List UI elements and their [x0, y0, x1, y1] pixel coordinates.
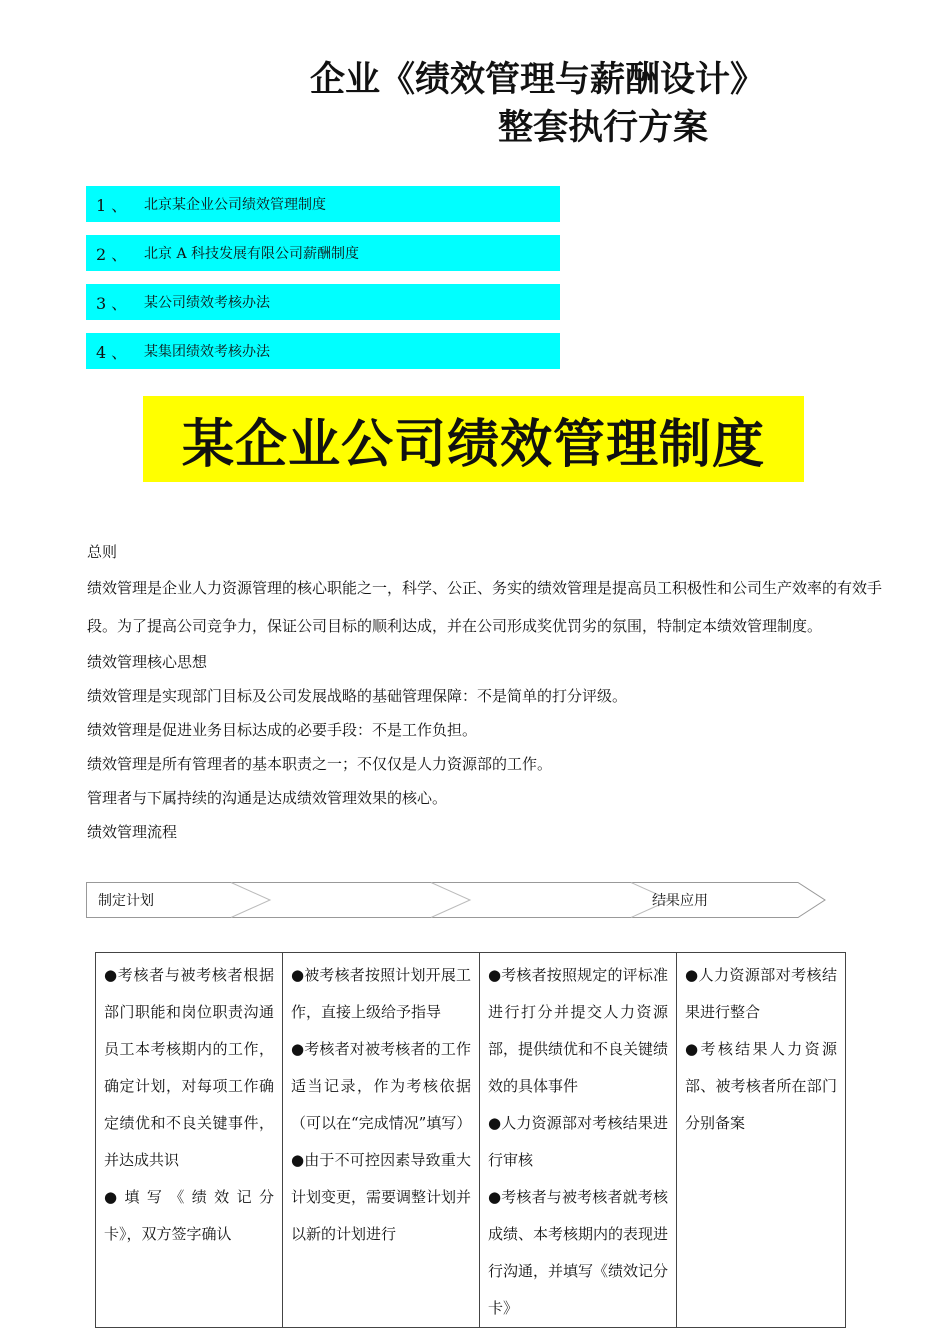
cell-bullet: ●人力资源部对考核结果进行审核 — [488, 1114, 668, 1169]
toc-item-1[interactable] — [86, 186, 560, 222]
toc-item-label: 某集团绩效考核办法 — [144, 344, 270, 360]
core-idea-line: 绩效管理是所有管理者的基本职责之一；不仅仅是人力资源部的工作。 — [87, 755, 553, 773]
table-cell-plan — [96, 953, 283, 1328]
cell-bullet: ●人力资源部对考核结果进行整合 — [685, 966, 837, 1021]
cell-bullet: ●考核者与被考核者就考核成绩、本考核期内的表现进行沟通，并填写《绩效记分卡》 — [488, 1188, 669, 1317]
toc-item-label: 北京某企业公司绩效管理制度 — [144, 197, 326, 213]
process-step-application: 结果应用 — [652, 893, 708, 909]
toc-item-2[interactable] — [86, 235, 560, 271]
cell-bullet: ●考核者与被考核者根据部门职能和岗位职责沟通员工本考核期内的工作，确定计划，对每项工作确定绩优和不良关键事件，并达成共识 — [104, 966, 274, 1169]
cell-bullet: ● 填 写 《 绩 效 记 分 卡》，双方签字确认 — [104, 1188, 274, 1243]
heading-core-ideas: 绩效管理核心思想 — [87, 653, 208, 671]
paragraph-general: 绩效管理是企业人力资源管理的核心职能之一，科学、公正、务实的绩效管理是提高员工积极性和公司生产效率的有效手段。为了提高公司竞争力，保证公司目标的顺利达成，并在公司形成奖优罚劣的氛围，特制定本绩效管理制度。 — [87, 579, 883, 635]
section-banner-title: 某企业公司绩效管理制度 — [181, 414, 765, 475]
toc-item-number: 1 、 — [96, 195, 128, 215]
core-idea-line: 管理者与下属持续的沟通是达成绩效管理效果的核心。 — [87, 789, 448, 807]
process-arrow-chevrons — [86, 882, 826, 918]
toc-item-label: 北京 A 科技发展有限公司薪酬制度 — [144, 246, 360, 262]
toc-item-label: 某公司绩效考核办法 — [144, 295, 270, 311]
table-cell-apply — [677, 953, 846, 1328]
process-steps-table — [95, 952, 846, 1328]
toc-item-3[interactable] — [86, 284, 560, 320]
table-of-contents — [86, 186, 560, 382]
table-cell-evaluate — [480, 953, 677, 1328]
toc-item-number: 2 、 — [96, 244, 128, 264]
process-step-plan: 制定计划 — [98, 893, 154, 909]
core-idea-line: 绩效管理是促进业务目标达成的必要手段：不是工作负担。 — [87, 721, 478, 739]
cell-bullet: ●考核结果人力资源部、被考核者所在部门分别备案 — [685, 1040, 837, 1132]
cell-bullet: ●考核者对被考核者的工作适当记录，作为考核依据（可以在“完成情况”填写） — [291, 1040, 472, 1132]
document-title-line2: 整套执行方案 — [498, 107, 709, 148]
table-row — [96, 953, 846, 1328]
table-cell-execute — [283, 953, 480, 1328]
cell-bullet: ●被考核者按照计划开展工作，直接上级给予指导 — [291, 966, 471, 1021]
toc-item-number: 4 、 — [96, 342, 128, 362]
cell-bullet: ●考核者按照规定的评标准进行打分并提交人力资源部，提供绩优和不良关键绩效的具体事件 — [488, 966, 669, 1095]
core-idea-line: 绩效管理是实现部门目标及公司发展战略的基础管理保障：不是简单的打分评级。 — [87, 687, 628, 705]
document-body — [87, 535, 897, 849]
process-flow-bar — [86, 882, 826, 918]
cell-bullet: ●由于不可控因素导致重大计划变更，需要调整计划并以新的计划进行 — [291, 1151, 472, 1243]
heading-general: 总则 — [87, 543, 118, 561]
section-banner — [143, 396, 804, 482]
toc-item-number: 3 、 — [96, 293, 128, 313]
document-title-line1: 企业《绩效管理与薪酬设计》 — [310, 59, 766, 100]
toc-item-4[interactable] — [86, 333, 560, 369]
heading-process: 绩效管理流程 — [87, 823, 178, 841]
